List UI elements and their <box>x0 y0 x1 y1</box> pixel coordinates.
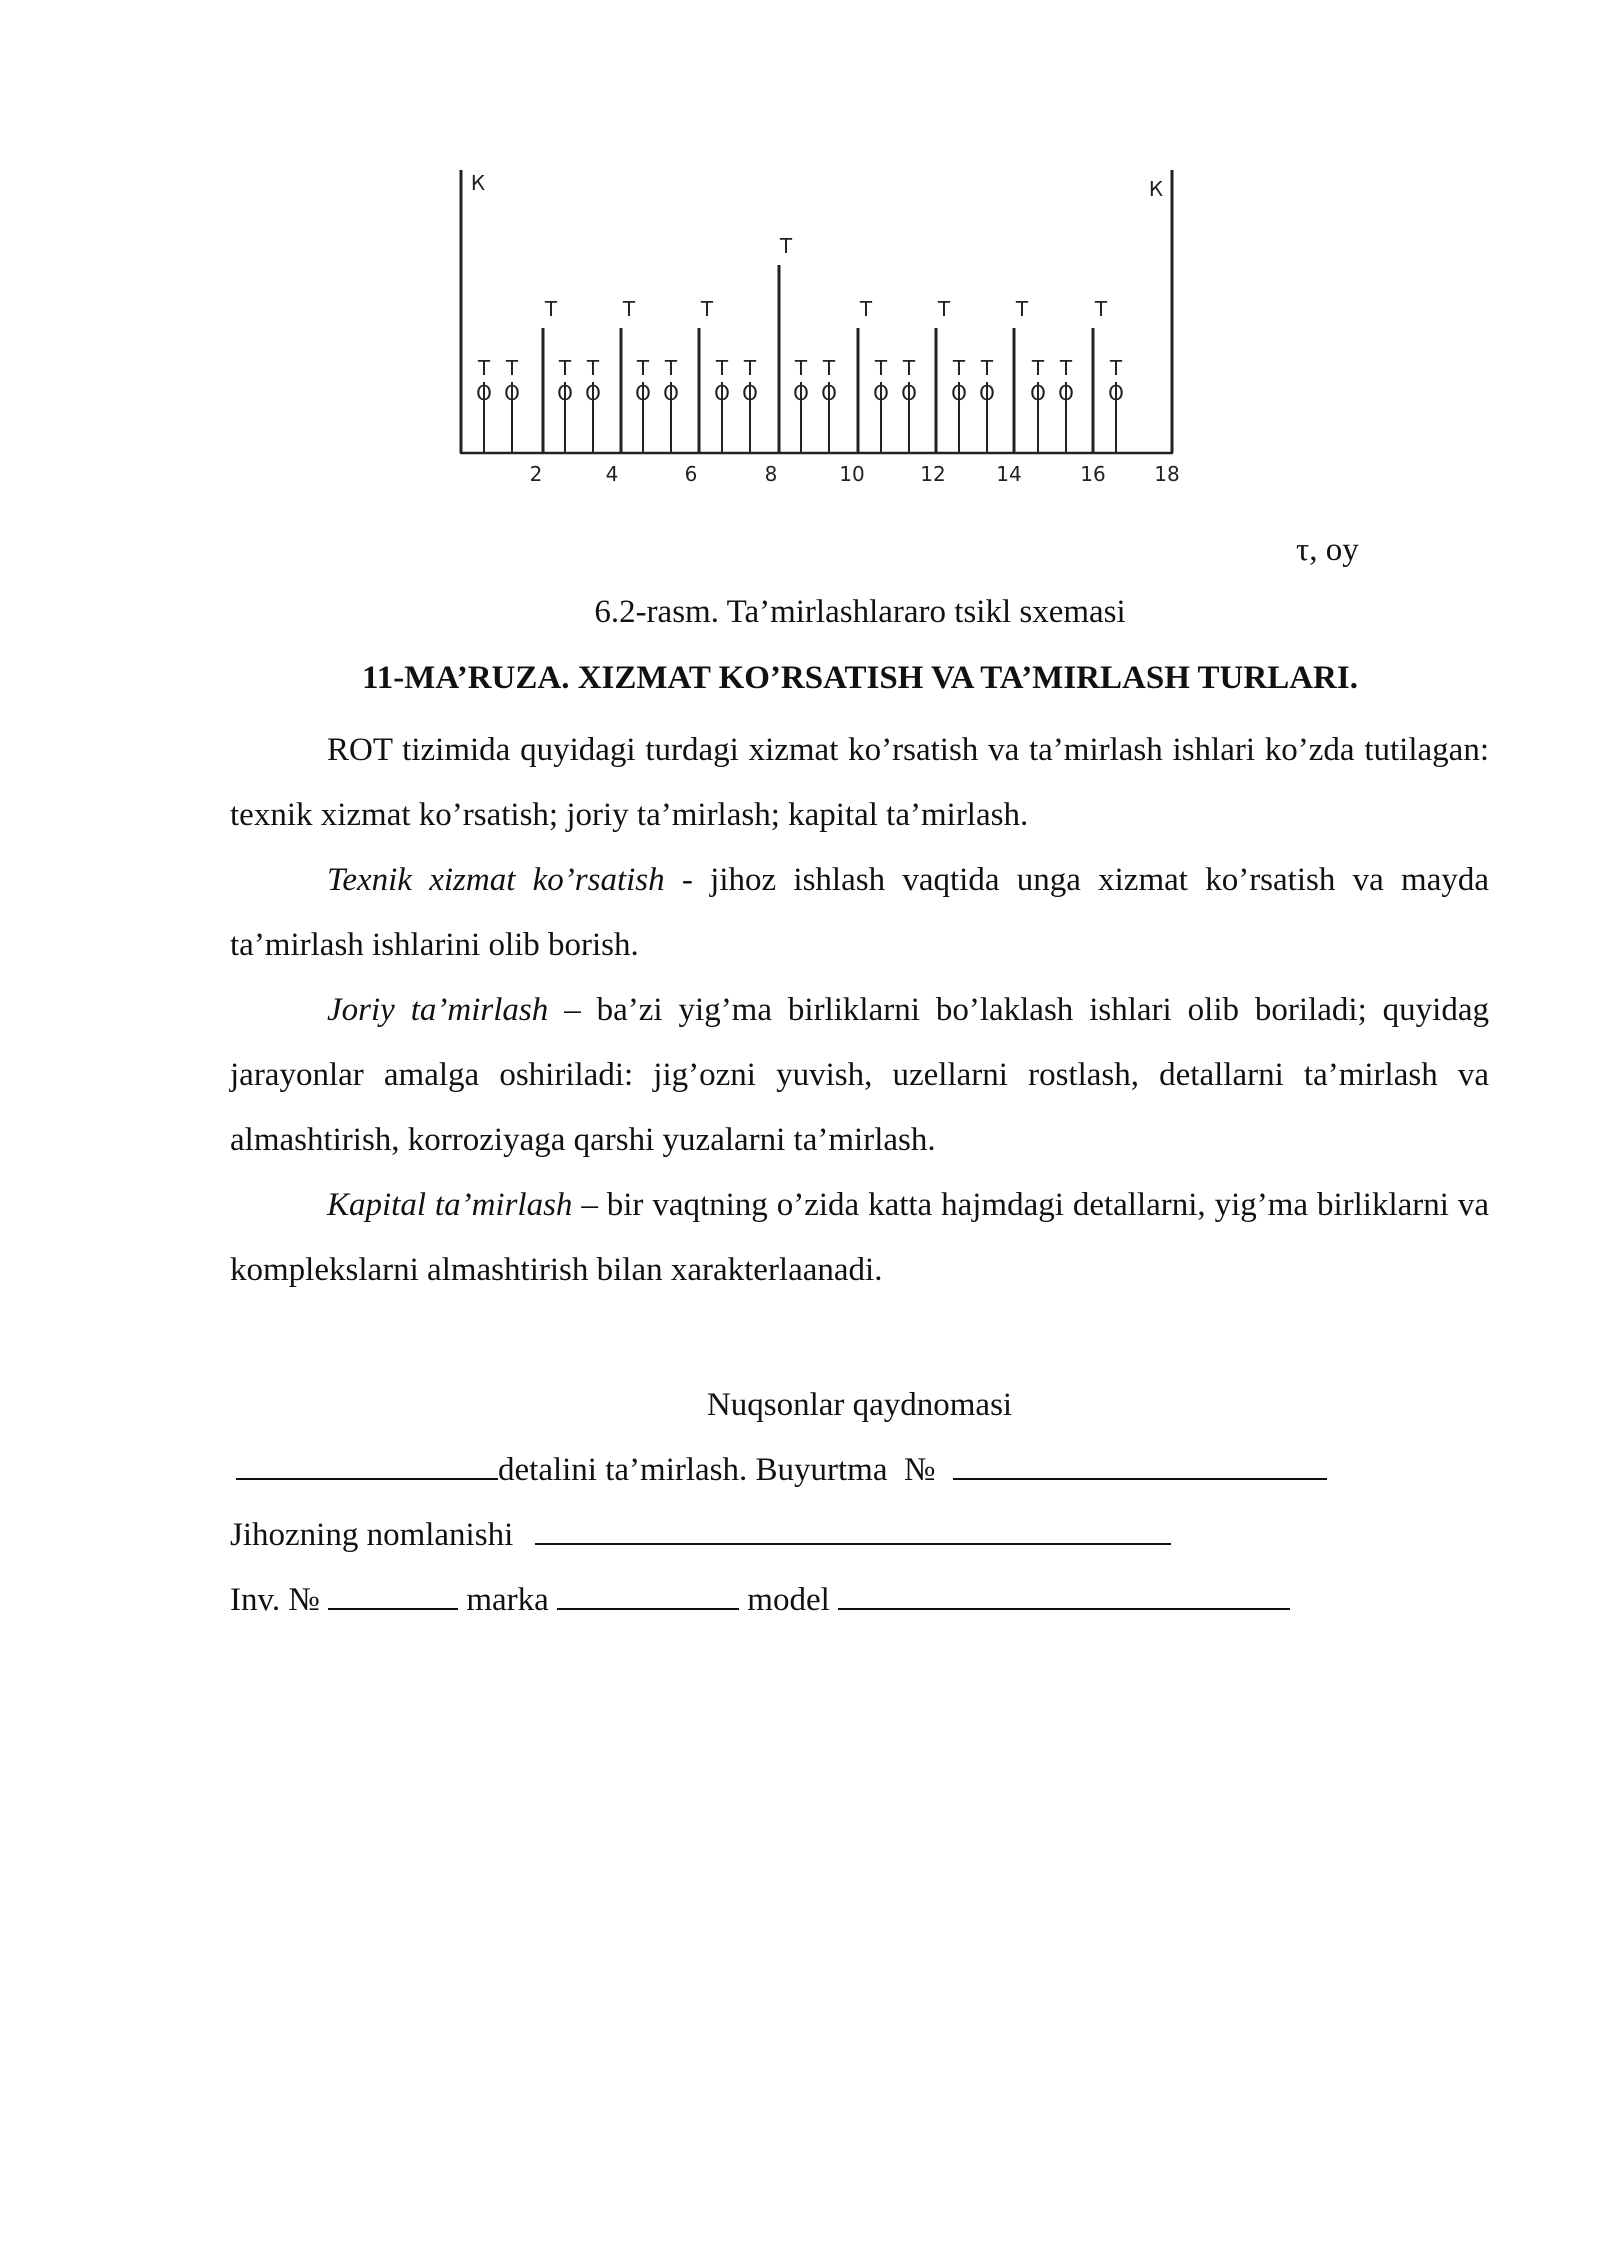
x-tick-label: 4 <box>605 462 619 486</box>
service-o-label: О <box>821 381 837 405</box>
term-capital-repair: Kapital ta’mirlash <box>327 1187 573 1223</box>
service-t-label: Т <box>1109 356 1123 380</box>
service-t-label: Т <box>794 356 808 380</box>
order-number-blank[interactable] <box>953 1448 1327 1480</box>
marka-label: marka <box>466 1582 549 1618</box>
service-o-label: О <box>951 381 967 405</box>
form-line-inventory <box>230 1568 1489 1633</box>
service-o-label: О <box>793 381 809 405</box>
model-blank[interactable] <box>838 1578 1290 1610</box>
x-tick-label: 10 <box>839 462 865 486</box>
service-o-label: О <box>1108 381 1124 405</box>
service-o-label: О <box>873 381 889 405</box>
service-o-label: О <box>585 381 601 405</box>
service-o-label: О <box>476 381 492 405</box>
paragraph-text: ROT tizimida quyidagi turdagi xizmat ko’rsatish va ta’mirlash ishlari ko’zda tutilagan: texnik xizmat ko’rsatish; joriy ta’mirlash; kapital ta’mirlash. <box>230 732 1489 833</box>
x-tick-label: 18 <box>1154 462 1180 486</box>
body-text <box>230 718 1489 1303</box>
service-o-label: О <box>557 381 573 405</box>
tall-t-label: Т <box>779 234 793 258</box>
service-t-label: Т <box>952 356 966 380</box>
current-repair-label: Т <box>1094 297 1108 321</box>
service-o-label: О <box>901 381 917 405</box>
service-t-label: Т <box>902 356 916 380</box>
service-t-label: Т <box>1059 356 1073 380</box>
service-o-label: О <box>635 381 651 405</box>
service-t-label: Т <box>636 356 650 380</box>
service-t-label: Т <box>743 356 757 380</box>
equipment-name-blank[interactable] <box>535 1513 1171 1545</box>
x-tick-label: 6 <box>684 462 698 486</box>
paragraph-current-repair <box>230 978 1489 1173</box>
inv-number-label: Inv. № <box>230 1582 320 1618</box>
paragraph-capital-repair <box>230 1173 1489 1303</box>
current-repair-label: Т <box>544 297 558 321</box>
diagram-x-ticks <box>530 462 1180 486</box>
paragraph-text: – ba’zi yig’ma birliklarni bo’laklash ishlari olib boriladi; quyidag jarayonlar amalga oshiriladi: jig’ozni yuvish, uzellarni rostlash, detallarni ta’mirlash va almashtirish, korroziyaga qarshi yuzalarni ta’mirlash. <box>230 992 1489 1158</box>
paragraph-maintenance <box>230 848 1489 978</box>
k-label-start: К <box>470 171 486 195</box>
inv-number-blank[interactable] <box>328 1578 458 1610</box>
service-o-label: О <box>742 381 758 405</box>
diagram-lines <box>460 170 1173 453</box>
x-tick-label: 14 <box>996 462 1022 486</box>
service-t-label: Т <box>822 356 836 380</box>
equipment-name-label: Jihozning nomlanishi <box>230 1517 514 1553</box>
current-repair-label: Т <box>700 297 714 321</box>
marka-blank[interactable] <box>557 1578 739 1610</box>
current-repair-label: Т <box>859 297 873 321</box>
service-t-label: Т <box>505 356 519 380</box>
service-o-label: О <box>979 381 995 405</box>
service-t-label: Т <box>477 356 491 380</box>
current-repair-label: Т <box>937 297 951 321</box>
service-o-label: О <box>1058 381 1074 405</box>
detail-name-blank[interactable] <box>236 1448 498 1480</box>
service-t-label: Т <box>586 356 600 380</box>
x-tick-label: 12 <box>920 462 946 486</box>
term-current-repair: Joriy ta’mirlash <box>327 992 549 1028</box>
service-o-label: О <box>1030 381 1046 405</box>
service-o-label: О <box>504 381 520 405</box>
lecture-heading: 11-MA’RUZA. XIZMAT KO’RSATISH VA TA’MIRLASH TURLARI. <box>362 660 1358 696</box>
k-label-end: К <box>1148 177 1164 201</box>
figure-caption: 6.2-rasm. Ta’mirlashlararo tsikl sxemasi <box>594 594 1126 630</box>
form-line-detail <box>230 1438 1489 1503</box>
service-o-label: О <box>663 381 679 405</box>
defect-report-form <box>230 1373 1489 1633</box>
paragraph-text: – bir vaqtning o’zida katta hajmdagi detallarni, yig’ma birliklarni va komplekslarni almashtirish bilan xarakterlaanadi. <box>230 1187 1489 1288</box>
model-label: model <box>747 1582 830 1618</box>
x-tick-label: 2 <box>529 462 543 486</box>
current-repair-label: Т <box>622 297 636 321</box>
service-t-label: Т <box>715 356 729 380</box>
service-o-label: О <box>714 381 730 405</box>
paragraph-text: - jihoz ishlash vaqtida unga xizmat ko’rsatish va mayda ta’mirlash ishlarini olib borish. <box>230 862 1489 963</box>
service-t-label: Т <box>874 356 888 380</box>
term-technical-service: Texnik xizmat ko’rsatish <box>327 862 665 898</box>
diagram-labels <box>471 171 1163 405</box>
x-tick-label: 16 <box>1080 462 1106 486</box>
current-repair-label: Т <box>1015 297 1029 321</box>
service-t-label: Т <box>980 356 994 380</box>
paragraph-intro <box>230 718 1489 848</box>
detail-order-text: detalini ta’mirlash. Buyurtma № <box>498 1452 936 1488</box>
form-title: Nuqsonlar qaydnomasi <box>706 1387 1013 1423</box>
service-t-label: Т <box>558 356 572 380</box>
x-tick-label: 8 <box>764 462 778 486</box>
service-t-label: Т <box>1031 356 1045 380</box>
time-axis-label: τ, oy <box>1296 532 1359 568</box>
repair-cycle-diagram <box>440 150 1200 500</box>
service-t-label: Т <box>664 356 678 380</box>
form-line-equipment <box>230 1503 1489 1568</box>
